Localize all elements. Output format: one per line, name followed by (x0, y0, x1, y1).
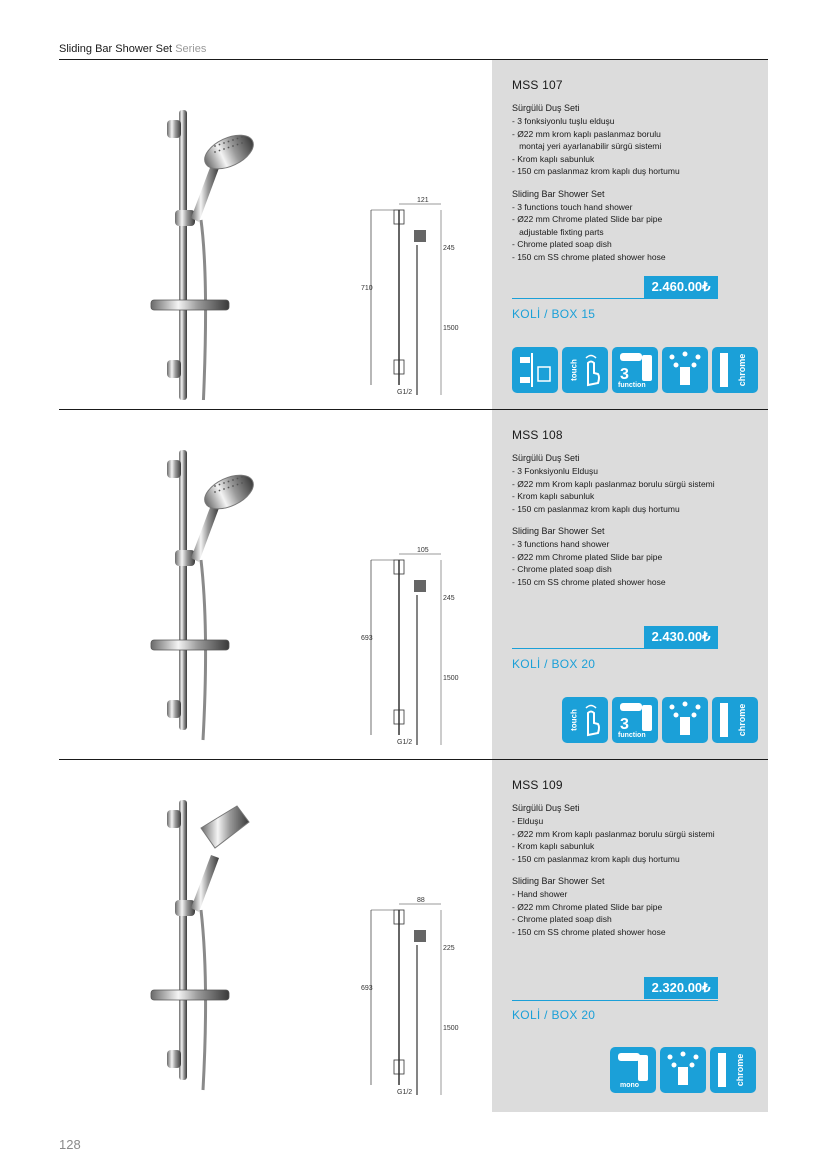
chrome-icon: chrome (712, 347, 758, 393)
anti-limescale-icon (660, 1047, 706, 1093)
tr-features (512, 465, 748, 515)
feature-item: - 150 cm paslanmaz krom kaplı duş hortumu (512, 853, 680, 864)
dim-thread: G1/2 (397, 1089, 413, 1096)
dim-bar: 693 (361, 635, 373, 642)
dimension-drawing (359, 190, 509, 400)
product-photo (139, 80, 299, 400)
feature-item: - Chrome plated soap dish (512, 564, 612, 574)
feature-item: - Ø22 mm Chrome plated Slide bar pipe (512, 901, 663, 912)
feature-item: - 3 fonksiyonlu tuşlu elduşu (512, 116, 615, 126)
hand-shower-handle (191, 855, 219, 912)
en-features (512, 888, 748, 938)
feature-item: - Krom kaplı sabunluk (512, 841, 595, 851)
feature-item: - 3 Fonksiyonlu Elduşu (512, 466, 598, 476)
adjustable-bracket-icon (512, 347, 558, 393)
dim-width: 121 (417, 197, 429, 204)
svg-text:3: 3 (620, 716, 629, 733)
feature-item: - 150 cm SS chrome plated shower hose (512, 576, 666, 587)
chrome-icon: chrome (712, 697, 758, 743)
soap-dish (151, 990, 229, 1000)
hand-shower-handle (191, 505, 219, 562)
feature-item: - 150 cm paslanmaz krom kaplı duş hortumu (512, 503, 680, 514)
feature-item: - Ø22 mm Krom kaplı paslanmaz borulu sürgü sistemi (512, 828, 715, 839)
feature-item: - Ø22 mm Chrome plated Slide bar pipe (512, 214, 663, 224)
feature-item: - 150 cm SS chrome plated shower hose (512, 251, 666, 262)
feature-item: - Krom kaplı sabunluk (512, 491, 595, 501)
shower-head (201, 806, 249, 848)
product-info-panel (492, 410, 768, 759)
feature-item: - Chrome plated soap dish (512, 914, 612, 924)
dimension-drawing (359, 540, 509, 750)
feature-item: - Ø22 mm Krom kaplı paslanmaz borulu sürgü sistemi (512, 478, 715, 489)
tr-title: Sürgülü Duş Seti (512, 103, 580, 113)
product-info-panel (492, 760, 768, 1112)
product-photo (139, 430, 299, 750)
soap-dish (151, 300, 229, 310)
dim-bar: 710 (361, 285, 373, 292)
product-row-mss107 (59, 60, 768, 410)
en-features (512, 538, 748, 588)
svg-text:3: 3 (620, 366, 629, 383)
dim-width: 88 (417, 897, 425, 904)
tr-features (512, 815, 748, 865)
feature-item: - Chrome plated soap dish (512, 239, 612, 249)
feature-item: - 150 cm SS chrome plated shower hose (512, 926, 666, 937)
model-code: MSS 108 (512, 428, 563, 442)
slide-bar (179, 800, 187, 1080)
touch-icon: touch (562, 697, 608, 743)
shower-head (200, 128, 259, 175)
feature-icons (610, 1047, 756, 1093)
product-row-mss109 (59, 760, 768, 1112)
hand-shower-handle (191, 165, 219, 222)
price-tag: 2.320.00₺ (644, 977, 718, 999)
technical-drawing (359, 190, 509, 400)
dim-width: 105 (417, 547, 429, 554)
three-function-icon: 3 function (612, 347, 658, 393)
three-function-icon: 3 function (612, 697, 658, 743)
feature-item: - Krom kaplı sabunluk (512, 153, 595, 164)
en-title: Sliding Bar Shower Set (512, 876, 605, 886)
mono-function-icon: mono (610, 1047, 656, 1093)
anti-limescale-icon (662, 697, 708, 743)
feature-item: - Ø22 mm Chrome plated Slide bar pipe (512, 551, 663, 562)
price-underline (512, 1000, 718, 1001)
slide-bar (179, 110, 187, 400)
en-title: Sliding Bar Shower Set (512, 188, 605, 199)
price-tag: 2.430.00₺ (644, 626, 718, 648)
en-title: Sliding Bar Shower Set (512, 526, 605, 536)
technical-drawing (359, 540, 509, 750)
feature-item: adjustable fixting parts (512, 226, 604, 237)
feature-icons (512, 347, 758, 393)
page-header (59, 42, 768, 60)
shower-set-illustration (139, 80, 299, 400)
product-photo (139, 780, 299, 1100)
slide-bar (179, 450, 187, 730)
anti-limescale-icon (662, 347, 708, 393)
dimension-drawing (359, 890, 509, 1100)
en-features (512, 201, 748, 264)
feature-icons (562, 697, 758, 743)
page-number: 128 (59, 1137, 81, 1152)
touch-icon: touch (562, 347, 608, 393)
tr-features (512, 115, 748, 178)
product-row-mss108 (59, 410, 768, 760)
dim-bar: 693 (361, 985, 373, 992)
model-code: MSS 107 (512, 78, 563, 92)
feature-item: - Ø22 mm krom kaplı paslanmaz borulu (512, 128, 661, 139)
dim-head: 245 (443, 595, 455, 602)
dim-hose: 1500 (443, 325, 459, 332)
box-quantity: KOLİ / BOX 15 (512, 307, 596, 321)
header-title: Sliding Bar Shower Set (59, 43, 173, 55)
dim-thread: G1/2 (397, 739, 413, 746)
dim-thread: G1/2 (397, 389, 413, 396)
technical-drawing (359, 890, 509, 1100)
feature-item: - 150 cm paslanmaz krom kaplı duş hortumu (512, 166, 680, 176)
box-quantity: KOLİ / BOX 20 (512, 1008, 596, 1022)
shower-set-illustration (139, 430, 299, 750)
price-underline (512, 298, 718, 299)
feature-item: - Elduşu (512, 816, 544, 826)
chrome-icon: chrome (710, 1047, 756, 1093)
dim-head: 225 (443, 945, 455, 952)
model-code: MSS 109 (512, 778, 563, 792)
feature-item: - 3 functions touch hand shower (512, 201, 633, 212)
feature-item: montaj yeri ayarlanabilir sürgü sistemi (512, 141, 662, 151)
shower-set-illustration (139, 780, 299, 1100)
soap-dish (151, 640, 229, 650)
dim-hose: 1500 (443, 675, 459, 682)
feature-item: - Hand shower (512, 889, 568, 899)
dim-hose: 1500 (443, 1025, 459, 1032)
tr-title: Sürgülü Duş Seti (512, 453, 580, 463)
feature-item: - 3 functions hand shower (512, 539, 610, 549)
price-underline (512, 648, 718, 649)
box-quantity: KOLİ / BOX 20 (512, 657, 596, 671)
tr-title: Sürgülü Duş Seti (512, 803, 580, 813)
product-info-panel (492, 60, 768, 409)
shower-head (200, 468, 259, 515)
price-tag: 2.460.00₺ (644, 276, 718, 298)
header-series: Series (175, 43, 207, 55)
dim-head: 245 (443, 245, 455, 252)
